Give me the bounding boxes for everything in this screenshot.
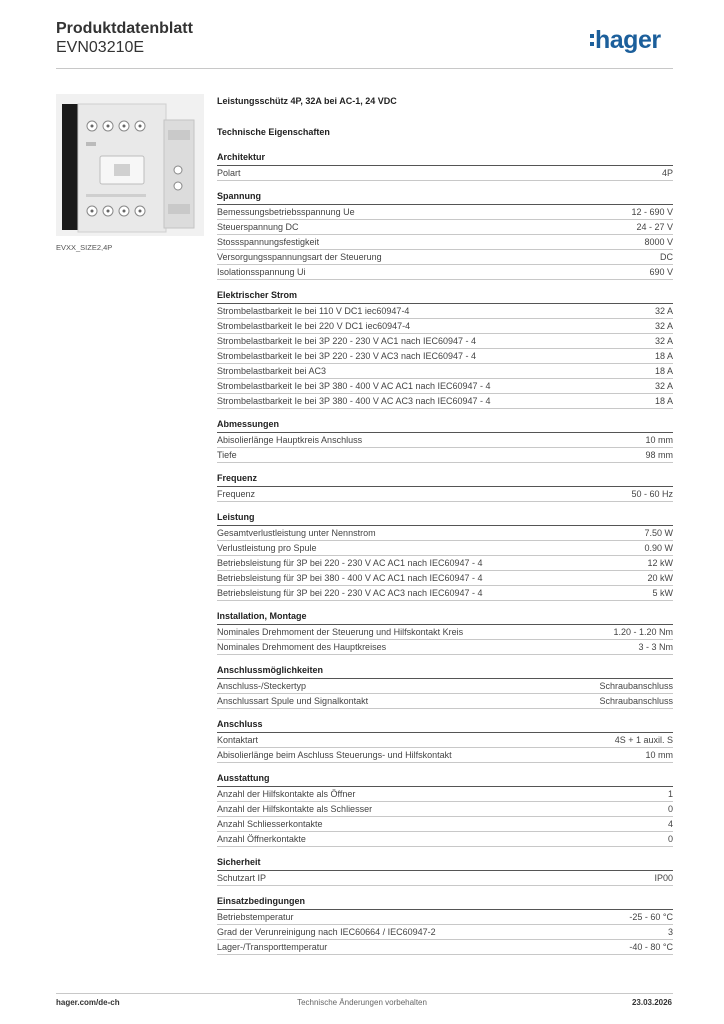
spec-value: 690 V bbox=[649, 267, 673, 277]
spec-row bbox=[217, 487, 673, 502]
spec-value: 1.20 - 1.20 Nm bbox=[613, 627, 673, 637]
spec-label: Kontaktart bbox=[217, 735, 259, 745]
spec-row bbox=[217, 364, 673, 379]
footer-divider bbox=[56, 993, 673, 994]
spec-section bbox=[217, 419, 673, 463]
section-title: Sicherheit bbox=[217, 857, 673, 871]
spec-value: 32 A bbox=[654, 381, 673, 391]
spec-value: 18 A bbox=[654, 366, 673, 376]
spec-value: 98 mm bbox=[645, 450, 673, 460]
spec-row bbox=[217, 349, 673, 364]
spec-label: Anschlussart Spule und Signalkontakt bbox=[217, 696, 369, 706]
spec-label: Anzahl Öffnerkontakte bbox=[217, 834, 306, 844]
spec-value: 4 bbox=[667, 819, 673, 829]
spec-row bbox=[217, 910, 673, 925]
spec-value: 0 bbox=[667, 804, 673, 814]
spec-value: 7.50 W bbox=[644, 528, 673, 538]
spec-section bbox=[217, 473, 673, 502]
section-title: Anschlussmöglichkeiten bbox=[217, 665, 673, 679]
section-title: Leistung bbox=[217, 512, 673, 526]
section-title: Spannung bbox=[217, 191, 673, 205]
spec-sections bbox=[217, 152, 673, 955]
footer-date: 23.03.2026 bbox=[631, 998, 672, 1007]
spec-label: Grad der Verunreinigung nach IEC60664 / IEC60947-2 bbox=[217, 927, 436, 937]
spec-label: Betriebsleistung für 3P bei 220 - 230 V AC AC1 nach IEC60947 - 4 bbox=[217, 558, 483, 568]
page-title: Produktdatenblatt bbox=[56, 20, 193, 37]
spec-row bbox=[217, 304, 673, 319]
spec-value: 0.90 W bbox=[644, 543, 673, 553]
spec-label: Bemessungsbetriebsspannung Ue bbox=[217, 207, 355, 217]
spec-section bbox=[217, 857, 673, 886]
spec-row bbox=[217, 802, 673, 817]
spec-row bbox=[217, 250, 673, 265]
spec-label: Strombelastbarkeit bei AC3 bbox=[217, 366, 327, 376]
spec-row bbox=[217, 925, 673, 940]
spec-value: 24 - 27 V bbox=[636, 222, 673, 232]
spec-label: Verlustleistung pro Spule bbox=[217, 543, 317, 553]
product-description: Leistungsschütz 4P, 32A bei AC-1, 24 VDC bbox=[217, 96, 397, 106]
spec-row bbox=[217, 694, 673, 709]
spec-row bbox=[217, 556, 673, 571]
spec-row bbox=[217, 733, 673, 748]
spec-row bbox=[217, 265, 673, 280]
spec-label: Abisolierlänge Hauptkreis Anschluss bbox=[217, 435, 363, 445]
spec-label: Anzahl der Hilfskontakte als Öffner bbox=[217, 789, 356, 799]
spec-value: IP00 bbox=[654, 873, 673, 883]
hager-logo bbox=[590, 26, 661, 55]
spec-label: Strombelastbarkeit Ie bei 220 V DC1 iec60947-4 bbox=[217, 321, 411, 331]
spec-value: 4P bbox=[661, 168, 673, 178]
spec-value: 3 bbox=[667, 927, 673, 937]
spec-label: Schutzart IP bbox=[217, 873, 267, 883]
spec-label: Frequenz bbox=[217, 489, 256, 499]
section-title: Installation, Montage bbox=[217, 611, 673, 625]
spec-label: Strombelastbarkeit Ie bei 3P 380 - 400 V AC AC3 nach IEC60947 - 4 bbox=[217, 396, 491, 406]
spec-value: Schraubanschluss bbox=[599, 681, 673, 691]
spec-label: Strombelastbarkeit Ie bei 3P 220 - 230 V AC1 nach IEC60947 - 4 bbox=[217, 336, 476, 346]
spec-row bbox=[217, 526, 673, 541]
spec-section bbox=[217, 290, 673, 409]
spec-value: 32 A bbox=[654, 336, 673, 346]
spec-row bbox=[217, 448, 673, 463]
spec-label: Steuerspannung DC bbox=[217, 222, 299, 232]
spec-row bbox=[217, 817, 673, 832]
section-title: Elektrischer Strom bbox=[217, 290, 673, 304]
spec-value: -40 - 80 °C bbox=[629, 942, 673, 952]
spec-section bbox=[217, 512, 673, 601]
product-code: EVN03210E bbox=[56, 39, 145, 56]
spec-row bbox=[217, 871, 673, 886]
spec-value: 4S + 1 auxil. S bbox=[614, 735, 673, 745]
section-title: Architektur bbox=[217, 152, 673, 166]
footer-website[interactable]: hager.com/de-ch bbox=[56, 998, 120, 1007]
spec-value: 0 bbox=[667, 834, 673, 844]
spec-value: 10 mm bbox=[645, 750, 673, 760]
section-title: Ausstattung bbox=[217, 773, 673, 787]
spec-label: Anzahl Schliesserkontakte bbox=[217, 819, 323, 829]
logo-dots-icon bbox=[590, 33, 594, 47]
contactor-image-icon bbox=[56, 94, 204, 236]
spec-label: Betriebsleistung für 3P bei 380 - 400 V AC AC1 nach IEC60947 - 4 bbox=[217, 573, 483, 583]
spec-label: Isolationsspannung Ui bbox=[217, 267, 306, 277]
product-image bbox=[56, 94, 204, 236]
spec-section bbox=[217, 896, 673, 955]
spec-label: Tiefe bbox=[217, 450, 237, 460]
spec-content bbox=[217, 96, 673, 965]
spec-row bbox=[217, 679, 673, 694]
section-title: Abmessungen bbox=[217, 419, 673, 433]
spec-label: Abisolierlänge beim Aschluss Steuerungs- und Hilfskontakt bbox=[217, 750, 452, 760]
header-divider bbox=[56, 68, 673, 69]
spec-section bbox=[217, 665, 673, 709]
spec-row bbox=[217, 235, 673, 250]
spec-row bbox=[217, 625, 673, 640]
spec-value: 8000 V bbox=[644, 237, 673, 247]
spec-row bbox=[217, 832, 673, 847]
section-title: Einsatzbedingungen bbox=[217, 896, 673, 910]
spec-section bbox=[217, 773, 673, 847]
spec-section bbox=[217, 719, 673, 763]
spec-label: Stossspannungsfestigkeit bbox=[217, 237, 320, 247]
spec-row bbox=[217, 571, 673, 586]
spec-row bbox=[217, 334, 673, 349]
spec-section bbox=[217, 152, 673, 181]
spec-row bbox=[217, 166, 673, 181]
footer-notice: Technische Änderungen vorbehalten bbox=[297, 998, 427, 1007]
section-title: Frequenz bbox=[217, 473, 673, 487]
spec-row bbox=[217, 220, 673, 235]
spec-value: 5 kW bbox=[652, 588, 673, 598]
spec-label: Lager-/Transporttemperatur bbox=[217, 942, 328, 952]
spec-label: Strombelastbarkeit Ie bei 3P 380 - 400 V AC AC1 nach IEC60947 - 4 bbox=[217, 381, 491, 391]
spec-value: 32 A bbox=[654, 306, 673, 316]
spec-label: Gesamtverlustleistung unter Nennstrom bbox=[217, 528, 376, 538]
spec-value: 32 A bbox=[654, 321, 673, 331]
spec-row bbox=[217, 319, 673, 334]
spec-row bbox=[217, 433, 673, 448]
spec-row bbox=[217, 586, 673, 601]
image-caption: EVXX_SIZE2,4P bbox=[56, 243, 113, 252]
spec-value: 1 bbox=[667, 789, 673, 799]
spec-label: Strombelastbarkeit Ie bei 3P 220 - 230 V AC3 nach IEC60947 - 4 bbox=[217, 351, 476, 361]
spec-value: 50 - 60 Hz bbox=[631, 489, 673, 499]
spec-row bbox=[217, 787, 673, 802]
spec-label: Betriebstemperatur bbox=[217, 912, 294, 922]
spec-value: 18 A bbox=[654, 351, 673, 361]
spec-value: 18 A bbox=[654, 396, 673, 406]
spec-label: Nominales Drehmoment des Hauptkreises bbox=[217, 642, 387, 652]
section-title: Anschluss bbox=[217, 719, 673, 733]
spec-label: Anzahl der Hilfskontakte als Schliesser bbox=[217, 804, 373, 814]
spec-row bbox=[217, 205, 673, 220]
spec-label: Versorgungsspannungsart der Steuerung bbox=[217, 252, 382, 262]
spec-label: Anschluss-/Steckertyp bbox=[217, 681, 307, 691]
spec-value: 12 - 690 V bbox=[631, 207, 673, 217]
logo-text: hager bbox=[595, 26, 661, 54]
spec-row bbox=[217, 541, 673, 556]
spec-section bbox=[217, 191, 673, 280]
spec-row bbox=[217, 394, 673, 409]
spec-row bbox=[217, 940, 673, 955]
spec-label: Strombelastbarkeit Ie bei 110 V DC1 iec60947-4 bbox=[217, 306, 410, 316]
spec-value: Schraubanschluss bbox=[599, 696, 673, 706]
spec-label: Betriebsleistung für 3P bei 220 - 230 V AC AC3 nach IEC60947 - 4 bbox=[217, 588, 483, 598]
spec-row bbox=[217, 640, 673, 655]
spec-row bbox=[217, 379, 673, 394]
spec-row bbox=[217, 748, 673, 763]
spec-label: Polart bbox=[217, 168, 241, 178]
spec-value: 10 mm bbox=[645, 435, 673, 445]
spec-value: 20 kW bbox=[647, 573, 673, 583]
spec-section bbox=[217, 611, 673, 655]
spec-value: -25 - 60 °C bbox=[629, 912, 673, 922]
spec-value: 3 - 3 Nm bbox=[638, 642, 673, 652]
spec-label: Nominales Drehmoment der Steuerung und Hilfskontakt Kreis bbox=[217, 627, 464, 637]
spec-value: DC bbox=[660, 252, 673, 262]
tech-heading: Technische Eigenschaften bbox=[217, 127, 330, 137]
spec-value: 12 kW bbox=[647, 558, 673, 568]
